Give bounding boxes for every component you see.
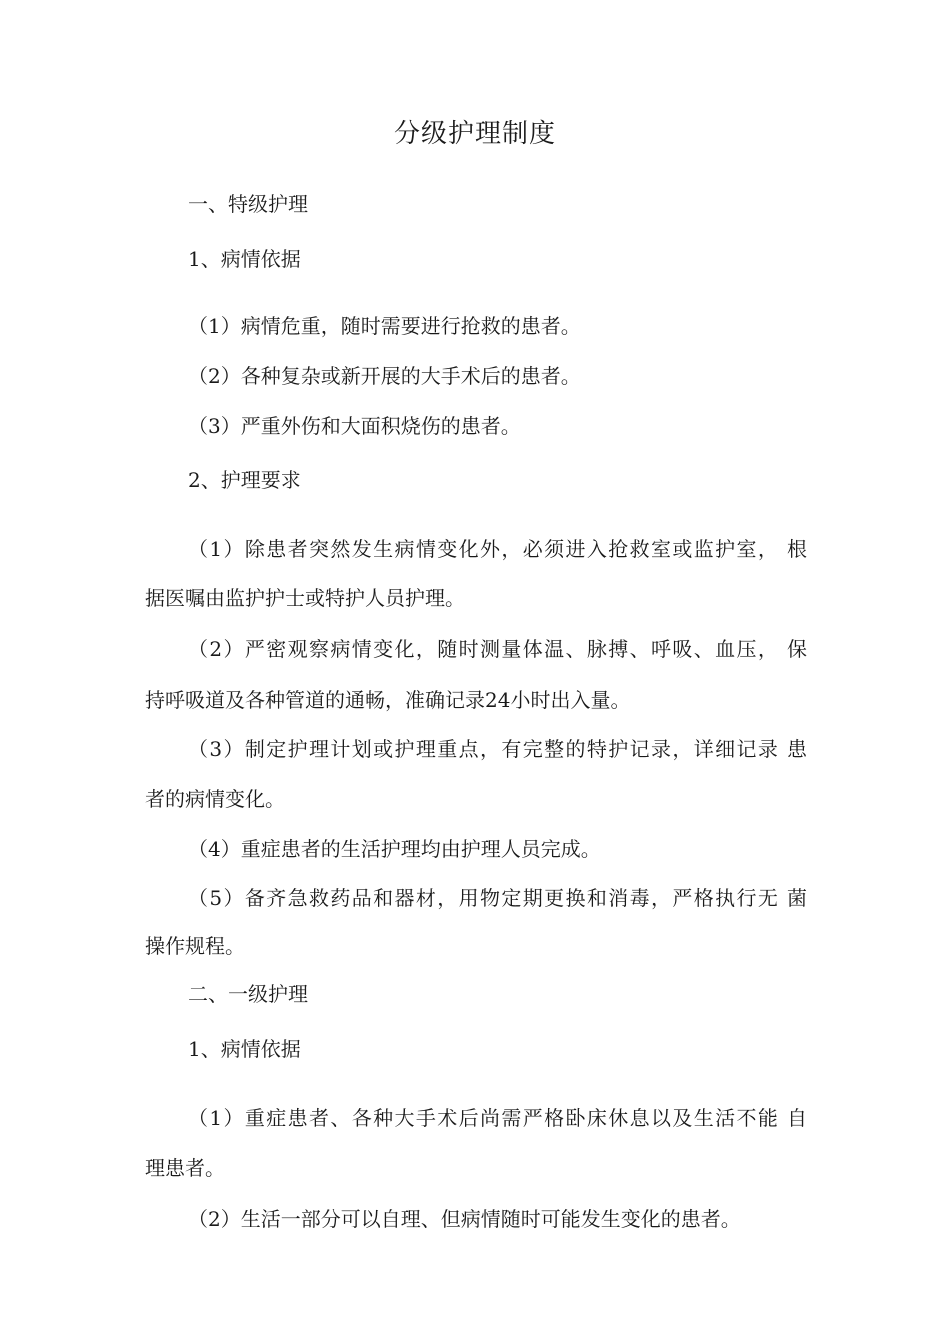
list-item: （2）严密观察病情变化，随时测量体温、脉搏、呼吸、血压， 保 — [188, 637, 807, 661]
list-item-continuation: 者的病情变化。 — [145, 787, 285, 811]
list-item: （1）重症患者、各种大手术后尚需严格卧床休息以及生活不能 自 — [188, 1106, 807, 1130]
list-item: （1）除患者突然发生病情变化外，必须进入抢救室或监护室， 根 — [188, 537, 807, 561]
list-item: （5）备齐急救药品和器材，用物定期更换和消毒，严格执行无 菌 — [188, 886, 807, 910]
document-title: 分级护理制度 — [393, 119, 556, 149]
list-item-continuation: 持呼吸道及各种管道的通畅，准确记录24小时出入量。 — [145, 688, 631, 712]
list-item-continuation: 理患者。 — [145, 1156, 225, 1180]
subheading-condition-basis: 1、病情依据 — [188, 247, 301, 271]
list-item: （3）严重外伤和大面积烧伤的患者。 — [188, 414, 521, 438]
list-item-continuation: 操作规程。 — [145, 934, 245, 958]
subheading-care-requirements: 2、护理要求 — [188, 468, 301, 492]
list-item: （2）生活一部分可以自理、但病情随时可能发生变化的患者。 — [188, 1207, 741, 1231]
subheading-condition-basis: 1、病情依据 — [188, 1037, 301, 1061]
list-item-continuation: 据医嘱由监护护士或特护人员护理。 — [145, 586, 465, 610]
section-heading-first-level-care: 二、一级护理 — [188, 982, 308, 1006]
section-heading-special-care: 一、特级护理 — [188, 192, 308, 216]
list-item: （4）重症患者的生活护理均由护理人员完成。 — [188, 837, 601, 861]
list-item: （1）病情危重，随时需要进行抢救的患者。 — [188, 314, 581, 338]
list-item: （2）各种复杂或新开展的大手术后的患者。 — [188, 364, 581, 388]
list-item: （3）制定护理计划或护理重点，有完整的特护记录，详细记录 患 — [188, 737, 807, 761]
